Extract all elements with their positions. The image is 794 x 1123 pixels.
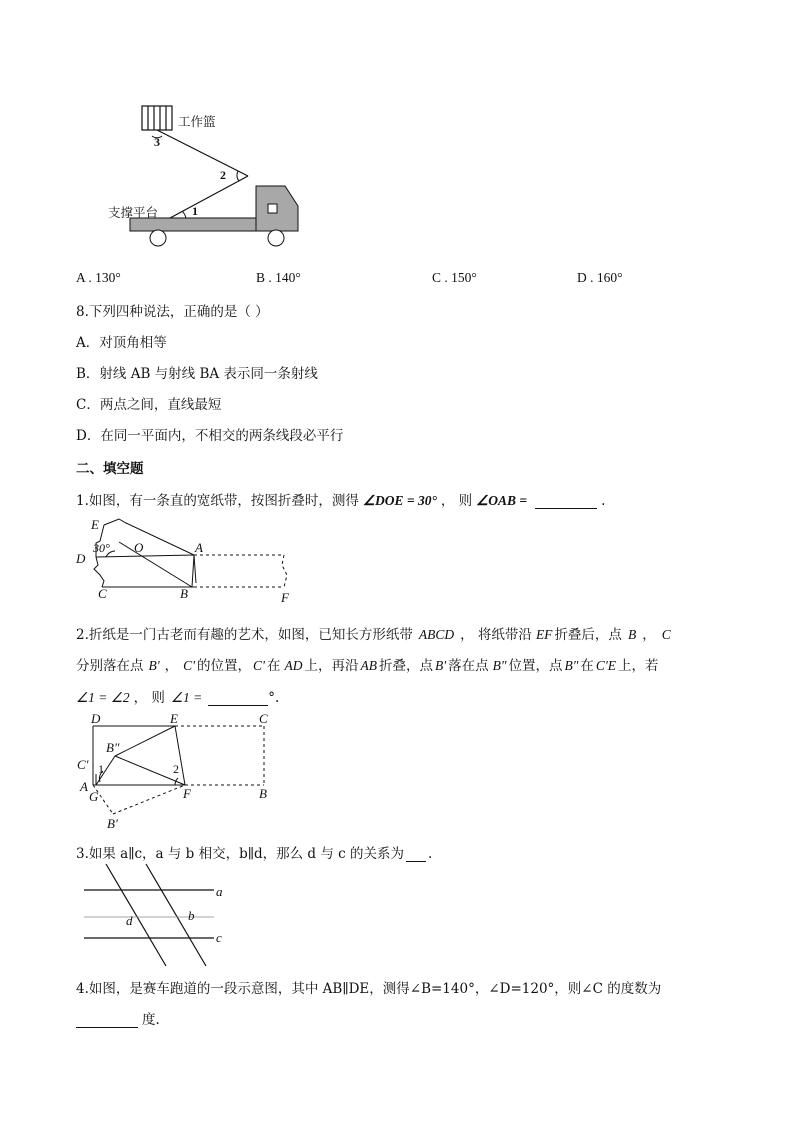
q4-text: 4.如图，是赛车跑道的一段示意图，其中 AB∥DE，测得∠B=140°，∠D=120°，则∠C 的度数为 <box>76 981 662 997</box>
q2-l2k: 折叠，点 <box>378 658 433 674</box>
q2-line2 <box>76 654 658 674</box>
fig2-label-a: A <box>80 779 88 794</box>
parallel-lines-figure <box>80 862 240 970</box>
fig1-label-d: D <box>76 551 86 566</box>
q2-l2m: 落在点 <box>448 658 489 674</box>
platform-label: 支撑平台 <box>108 205 159 220</box>
q8-option-b: B．射线 AB 与射线 BA 表示同一条射线 <box>76 366 318 382</box>
q2-l2e: 的位置， <box>197 658 252 674</box>
fig1-label-c: C <box>98 586 107 601</box>
wheel <box>268 230 284 246</box>
q2-l1g: ， <box>642 627 656 643</box>
q8-stem: 8.下列四种说法，正确的是（ ） <box>76 304 269 320</box>
q2-l2j: AB <box>360 658 377 673</box>
q4-line2 <box>76 1008 160 1028</box>
q2-l2c: ， <box>164 658 179 674</box>
fig3-label-b: b <box>188 908 195 923</box>
q2-l2b: B' <box>148 658 160 673</box>
q2-l2s: 上，若 <box>617 658 659 674</box>
fig2-label-g: G <box>89 789 99 804</box>
fig2-label-b-double-prime: B″ <box>106 740 120 755</box>
q2-l1e: 折叠后，点 <box>554 627 622 643</box>
q7-option-b: B . 140° <box>256 270 301 285</box>
q2-l2l: B' <box>434 658 447 673</box>
q2-answer-blank[interactable] <box>208 691 268 706</box>
q3-text <box>76 842 432 862</box>
fig2-label-1: 1 <box>98 762 104 776</box>
q2-l2g: 在 <box>266 658 281 674</box>
fig3-label-a: a <box>216 884 223 899</box>
q1-mid: ， 则 <box>440 493 473 509</box>
q4-answer-blank[interactable] <box>76 1013 138 1028</box>
q3-stem: 3.如果 a∥c，a 与 b 相交，b∥d，那么 d 与 c 的关系为 <box>76 846 404 862</box>
q2-l2d: C' <box>183 658 196 673</box>
q2-l2i: 上，再沿 <box>304 658 359 674</box>
fig2-label-b-prime: B′ <box>107 816 118 831</box>
q2-l2p: B″ <box>564 658 579 673</box>
q2-l1h: C <box>661 627 671 642</box>
q2-l2o: 位置，点 <box>508 658 563 674</box>
q2-l2a: 分别落在点 <box>76 658 144 674</box>
q2-l3d: °. <box>268 690 280 706</box>
fig2-label-c-prime: C′ <box>77 757 89 772</box>
q7-option-a: A . 130° <box>76 270 121 285</box>
q8-option-a: A．对顶角相等 <box>76 335 167 351</box>
q4-end: 度. <box>142 1012 160 1028</box>
work-basket <box>142 106 172 130</box>
q2-l3b: ， 则 <box>133 690 165 706</box>
q7-option-c: C . 150° <box>432 270 477 285</box>
fig1-label-f: F <box>281 590 289 605</box>
angle-1-label: 1 <box>192 204 198 218</box>
q1-angle-asked: ∠OAB = <box>476 493 528 508</box>
q7-option-d: D . 160° <box>577 270 623 285</box>
fig2-label-2: 2 <box>173 762 179 776</box>
q2-l2f: C' <box>253 658 265 673</box>
q2-l3c: ∠1 = <box>170 690 203 705</box>
fig2-label-c: C <box>259 711 268 726</box>
fig3-label-d: d <box>126 913 133 928</box>
fig2-label-b: B <box>259 786 267 801</box>
fig1-label-b: B <box>180 586 188 601</box>
q2-l1f: B <box>627 627 637 642</box>
q2-line3 <box>76 686 279 706</box>
fig1-label-30deg: 30° <box>93 541 110 555</box>
q8-option-c: C．两点之间，直线最短 <box>76 397 222 413</box>
fig2-label-d: D <box>91 711 101 726</box>
q1-pre: 1.如图，有一条直的宽纸带，按图折叠时，测得 <box>76 493 359 509</box>
q2-l2r: C'E <box>595 658 616 673</box>
angle-3-label: 3 <box>154 135 160 149</box>
q2-l2q: 在 <box>580 658 594 674</box>
q2-l1d: EF <box>535 627 553 642</box>
q2-l2n: B″ <box>492 658 507 673</box>
q2-l1a: 2.折纸是一门古老而有趣的艺术，如图，已知长方形纸带 <box>76 627 413 643</box>
q3-answer-blank[interactable] <box>406 847 426 862</box>
q1-end: . <box>601 493 606 509</box>
fig1-label-e: E <box>91 517 99 532</box>
basket-label: 工作篮 <box>178 114 216 129</box>
fig2-label-e: E <box>170 711 178 726</box>
q2-l2h: AD <box>284 658 303 673</box>
fig2-label-f: F <box>183 786 191 801</box>
angle-2-label: 2 <box>220 168 226 182</box>
q1-angle-given: ∠DOE = 30° <box>362 493 437 508</box>
q2-l1c: ， 将纸带沿 <box>460 627 532 643</box>
q2-l3a: ∠1 = ∠2 <box>76 690 130 705</box>
section-heading: 二、填空题 <box>76 461 144 477</box>
fig1-label-o: O <box>134 540 144 555</box>
q2-line1 <box>76 623 677 643</box>
q3-end: . <box>427 846 433 862</box>
wheel <box>150 230 166 246</box>
q1-answer-blank[interactable] <box>535 494 597 509</box>
fold-strip-figure <box>74 513 304 608</box>
q2-l1b: ABCD <box>418 627 455 642</box>
fig1-label-a: A <box>195 540 203 555</box>
q1-text <box>76 489 605 509</box>
fig3-label-c: c <box>216 930 222 945</box>
q8-option-d: D．在同一平面内，不相交的两条线段必平行 <box>76 428 344 444</box>
